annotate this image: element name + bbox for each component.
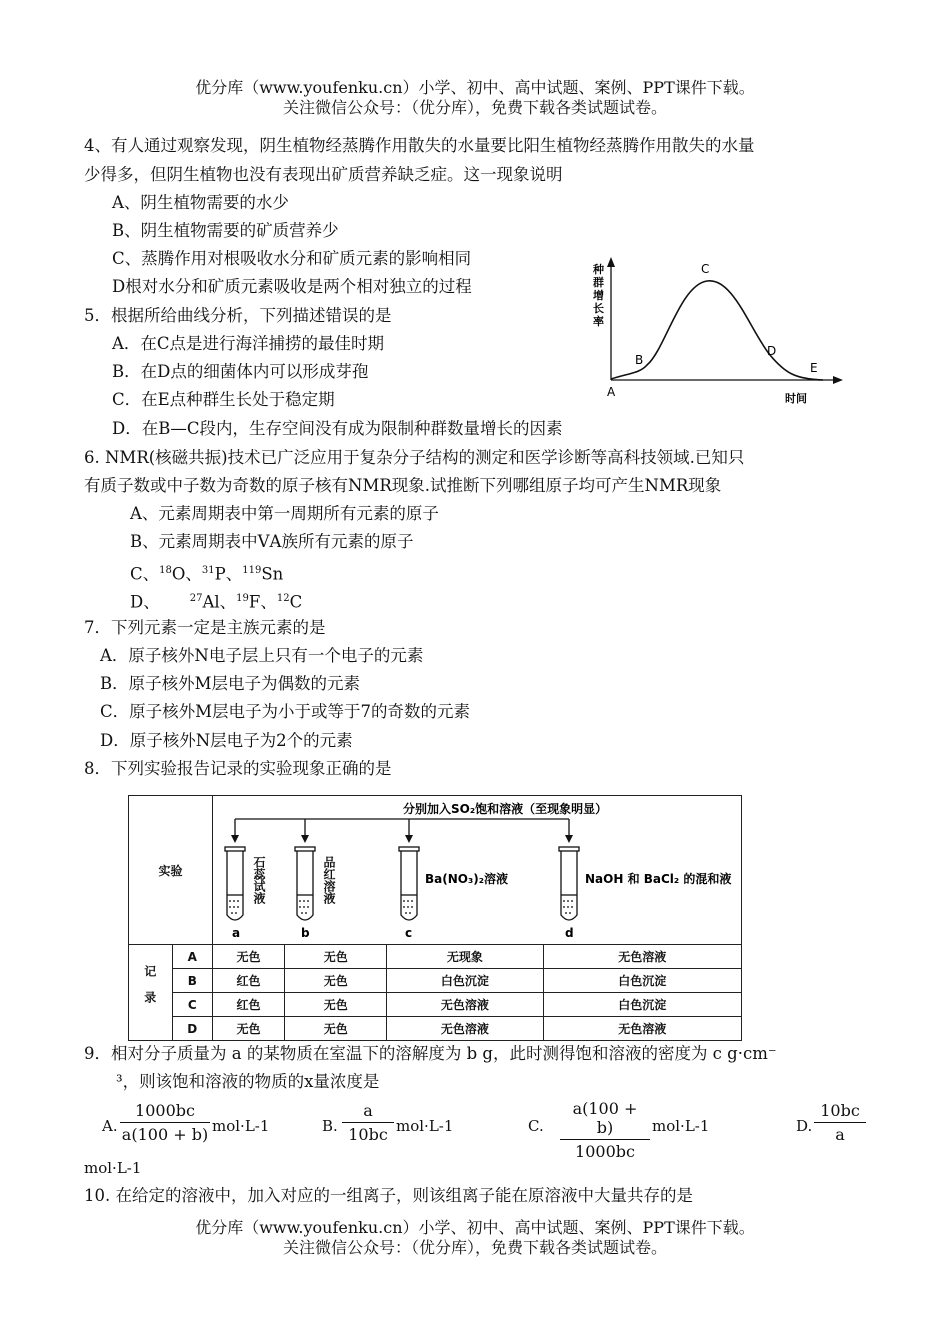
- q9-option-a-fraction: $\frac{1000bc}{a(100 + b)}$: [121, 1101, 209, 1144]
- q5-stem: 5．根据所给曲线分析，下列描述错误的是: [84, 306, 392, 325]
- graph-y-arrow: [607, 257, 615, 267]
- graph-ylabel-2: 群: [593, 276, 604, 289]
- row-b-option: B: [172, 969, 212, 993]
- q4-stem-1: 4、有人通过观察发现，阴生植物经蒸腾作用散失的水量要比阳生植物经蒸腾作用散失的水量: [84, 136, 755, 155]
- row-d-cell-4: 无色溶液: [543, 1017, 741, 1041]
- row-c-cell-1: 红色: [212, 993, 284, 1017]
- tube-c-id: c: [404, 926, 413, 940]
- row-c-cell-4: 白色沉淀: [543, 993, 741, 1017]
- q6-option-d: D、 $^{27}$Al、$^{19}$F、$^{12}$C: [130, 592, 303, 612]
- q6-stem-1: 6. NMR(核磁共振)技术已广泛应用于复杂分子结构的测定和医学诊断等高科技领域.已知只: [84, 448, 745, 467]
- row-b-cell-3: 白色沉淀: [387, 969, 543, 993]
- q7-stem: 7．下列元素一定是主族元素的是: [84, 618, 326, 637]
- q4-stem-2: 少得多，但阴生植物也没有表现出矿质营养缺乏症。这一现象说明: [84, 165, 563, 184]
- q6-option-a: A、元素周期表中第一周期所有元素的原子: [130, 504, 439, 523]
- graph-point-c: C: [701, 262, 710, 276]
- q8-stem: 8．下列实验报告记录的实验现象正确的是: [84, 759, 392, 778]
- row-c-cell-2: 无色: [285, 993, 387, 1017]
- q4-option-b: B、阴生植物需要的矿质营养少: [112, 221, 339, 240]
- test-tube-c: [399, 847, 419, 920]
- q6-stem-2: 有质子数或中子数为奇数的原子核有NMR现象.试推断下列哪组原子均可产生NMR现象: [84, 476, 722, 495]
- q9-option-d-label: D.: [796, 1117, 813, 1135]
- row-b-cell-2: 无色: [285, 969, 387, 993]
- test-tube-d: [559, 847, 579, 920]
- graph-point-e: E: [810, 361, 818, 375]
- graph-ylabel-3: 增: [593, 289, 604, 302]
- q7-option-a: A．原子核外N电子层上只有一个电子的元素: [100, 646, 424, 665]
- tube-b-id: b: [300, 926, 310, 940]
- q9-option-c-fraction: $\frac{a(100 + b)}{1000bc}$: [560, 1099, 650, 1161]
- graph-point-a: A: [607, 385, 616, 399]
- q6-option-b: B、元素周期表中ⅤA族所有元素的原子: [130, 532, 414, 551]
- graph-ylabel-1: 种: [593, 263, 604, 276]
- row-a-cell-1: 无色: [212, 945, 284, 969]
- q9-option-d-unit: mol·L-1: [84, 1159, 142, 1177]
- q9-option-b-fraction: $\frac{a}{10bc}$: [342, 1101, 394, 1144]
- row-a-cell-2: 无色: [285, 945, 387, 969]
- graph-point-d: D: [767, 344, 777, 358]
- tube-a-id: a: [231, 926, 241, 940]
- record-label-cell: 记录: [129, 945, 173, 1041]
- q10-stem: 10. 在给定的溶液中，加入对应的一组离子，则该组离子能在原溶液中大量共存的是: [84, 1186, 693, 1205]
- row-d-cell-2: 无色: [285, 1017, 387, 1041]
- q9-option-b-label: B.: [322, 1117, 338, 1135]
- diagram-top-label: 分别加入SO₂饱和溶液（至现象明显）: [402, 802, 608, 816]
- row-a-cell-3: 无现象: [387, 945, 543, 969]
- q4-option-a: A、阴生植物需要的水少: [112, 193, 289, 212]
- q9-option-a-label: A.: [102, 1117, 118, 1135]
- q4-option-d: D根对水分和矿质元素吸收是两个相对独立的过程: [112, 277, 472, 296]
- footer-line-2: 关注微信公众号：（优分库），免费下载各类试题试卷。: [282, 1238, 667, 1257]
- graph-point-b: B: [635, 353, 644, 367]
- tube-b-label: 品红溶液: [321, 856, 336, 904]
- q9-option-c-label: C.: [528, 1117, 544, 1135]
- tube-a-label: 石蕊试液: [251, 856, 266, 904]
- q5-option-a: A．在C点是进行海洋捕捞的最佳时期: [112, 334, 385, 353]
- graph-xlabel: 时间: [785, 392, 807, 405]
- population-growth-graph: [585, 255, 855, 415]
- test-tube-diagram: [213, 797, 741, 943]
- q7-option-b: B．原子核外M层电子为偶数的元素: [100, 674, 361, 693]
- q9-option-b-unit: mol·L-1: [396, 1117, 454, 1135]
- q9-option-c-unit: mol·L-1: [652, 1117, 710, 1135]
- q9-option-a-unit: mol·L-1: [212, 1117, 270, 1135]
- q9-option-d-fraction: $\frac{10bc}{a}$: [814, 1101, 866, 1144]
- test-tube-b: [295, 847, 315, 920]
- row-d-cell-1: 无色: [212, 1017, 284, 1041]
- tube-c-label: Ba(NO₃)₂溶液: [424, 872, 508, 886]
- q5-option-c: C．在E点种群生长处于稳定期: [112, 390, 335, 409]
- tube-d-label: NaOH 和 BaCl₂ 的混和液: [584, 872, 732, 886]
- q9-stem-1: 9．相对分子质量为 a 的某物质在室温下的溶解度为 b g，此时测得饱和溶液的密度为 c g·cm⁻: [84, 1044, 777, 1063]
- graph-ylabel-5: 率: [593, 315, 604, 328]
- test-tube-a: [225, 847, 245, 920]
- tube-d-id: d: [564, 926, 574, 940]
- q5-option-b: B．在D点的细菌体内可以形成芽孢: [112, 362, 369, 381]
- q9-stem-2: ³，则该饱和溶液的物质的x量浓度是: [116, 1072, 380, 1091]
- row-a-cell-4: 无色溶液: [543, 945, 741, 969]
- row-c-option: C: [172, 993, 212, 1017]
- q4-option-c: C、蒸腾作用对根吸收水分和矿质元素的影响相同: [112, 249, 472, 268]
- q7-option-c: C．原子核外M层电子为小于或等于7的奇数的元素: [100, 702, 471, 721]
- header-line-2: 关注微信公众号：（优分库），免费下载各类试题试卷。: [282, 98, 667, 117]
- experiment-label-cell: 实验: [129, 796, 213, 945]
- q7-option-d: D．原子核外N层电子为2个的元素: [100, 731, 353, 750]
- row-b-cell-4: 白色沉淀: [543, 969, 741, 993]
- q6-option-c: C、$^{18}$O、$^{31}$P、$^{119}$Sn: [130, 564, 284, 584]
- experiment-table: [128, 795, 742, 1041]
- row-d-option: D: [172, 1017, 212, 1041]
- experiment-diagram-cell: [212, 796, 741, 945]
- graph-x-arrow: [833, 376, 843, 384]
- q5-option-d: D．在B—C段内，生存空间没有成为限制种群数量增长的因素: [112, 419, 563, 438]
- graph-ylabel-4: 长: [593, 302, 604, 315]
- footer-line-1: 优分库（www.youfenku.cn）小学、初中、高中试题、案例、PPT课件下载。: [195, 1218, 755, 1237]
- header-line-1: 优分库（www.youfenku.cn）小学、初中、高中试题、案例、PPT课件下载。: [195, 78, 755, 97]
- row-c-cell-3: 无色溶液: [387, 993, 543, 1017]
- row-b-cell-1: 红色: [212, 969, 284, 993]
- row-a-option: A: [172, 945, 212, 969]
- row-d-cell-3: 无色溶液: [387, 1017, 543, 1041]
